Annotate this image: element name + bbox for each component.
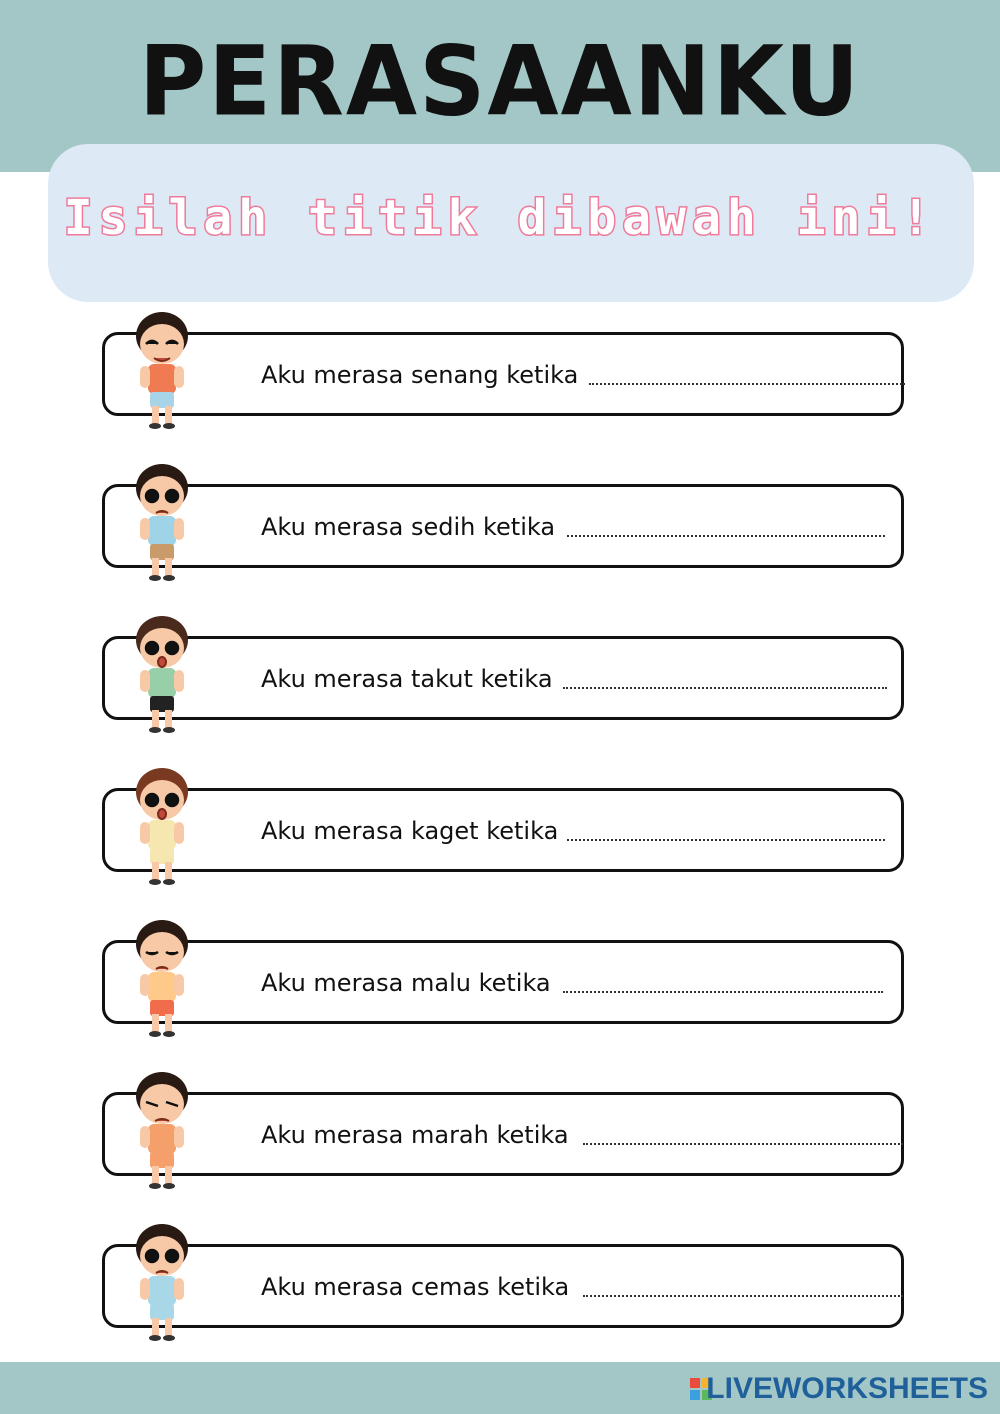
page-title: PERASAANKU [138, 25, 862, 138]
child-anxious-illustration [112, 1218, 212, 1343]
answer-row [102, 940, 904, 1024]
answer-dotted-line[interactable] [567, 535, 885, 537]
answer-dotted-line[interactable] [583, 1295, 903, 1297]
answer-dotted-line[interactable] [567, 839, 885, 841]
answer-row [102, 788, 904, 872]
answer-row [102, 1092, 904, 1176]
answer-row [102, 484, 904, 568]
prompt-text: Aku merasa marah ketika [261, 1121, 569, 1149]
answer-dotted-line[interactable] [563, 991, 883, 993]
prompt-text: Aku merasa malu ketika [261, 969, 551, 997]
child-scared-illustration [112, 610, 212, 735]
prompt-text: Aku merasa cemas ketika [261, 1273, 570, 1301]
child-sad-illustration [112, 458, 212, 583]
answer-row [102, 1244, 904, 1328]
child-shy-illustration [112, 914, 212, 1039]
instruction-text: Isilah titik dibawah ini! [63, 190, 937, 246]
prompt-text: Aku merasa sedih ketika [261, 513, 556, 541]
child-surprised-illustration [112, 762, 212, 887]
answer-row [102, 636, 904, 720]
answer-dotted-line[interactable] [583, 1143, 903, 1145]
prompt-text: Aku merasa kaget ketika [261, 817, 559, 845]
brand-name[interactable]: LIVEWORKSHEETS [706, 1372, 988, 1405]
answer-dotted-line[interactable] [589, 383, 905, 385]
child-happy-illustration [112, 306, 212, 431]
child-angry-illustration [112, 1066, 212, 1191]
answer-dotted-line[interactable] [563, 687, 887, 689]
answer-row [102, 332, 904, 416]
prompt-text: Aku merasa senang ketika [261, 361, 579, 389]
prompt-text: Aku merasa takut ketika [261, 665, 553, 693]
